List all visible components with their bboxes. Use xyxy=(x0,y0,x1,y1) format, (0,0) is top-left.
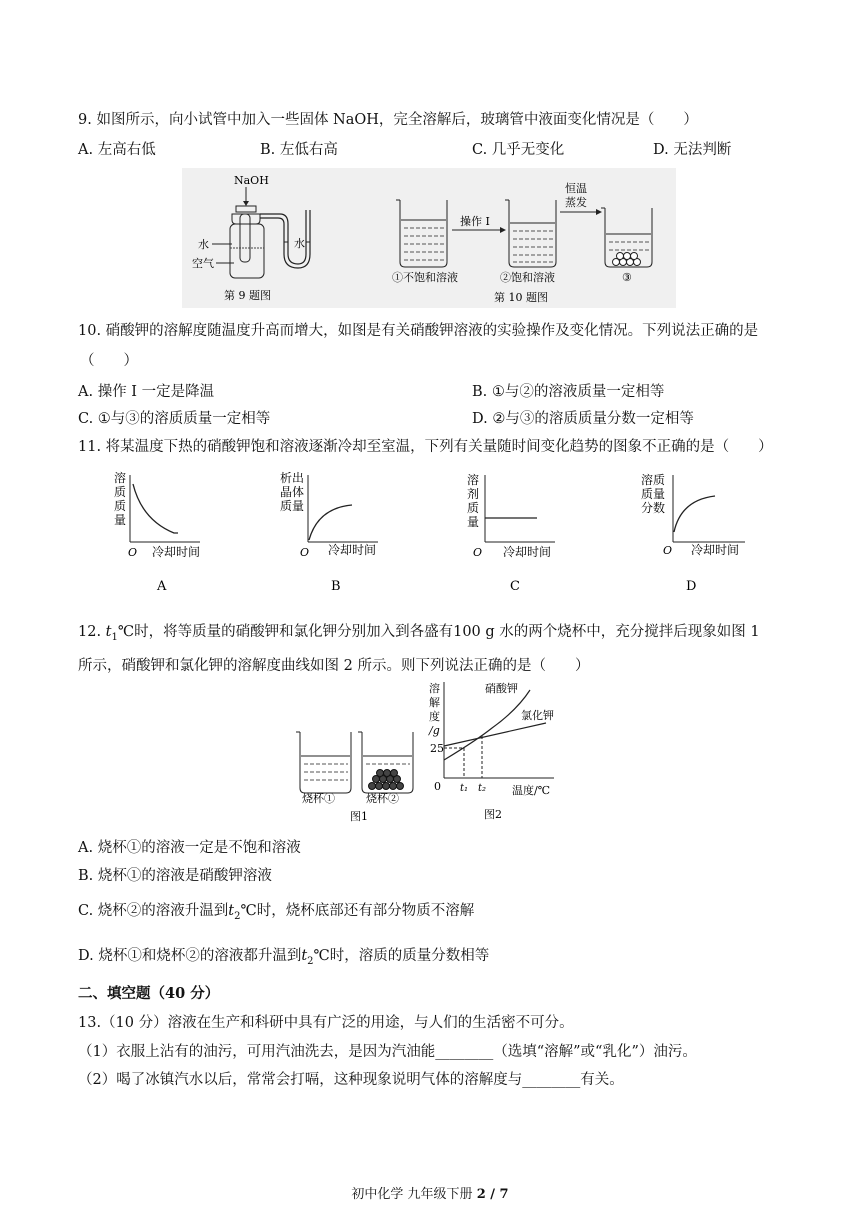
fig12-ylabel-3: 度 xyxy=(429,710,440,723)
graph-c-ylabel-3: 质 xyxy=(467,501,480,515)
q9-option-d: D. 无法判断 xyxy=(653,142,732,158)
graph-b-ylabel-2: 晶体 xyxy=(280,485,305,499)
q10-option-c: C. ①与③的溶质质量一定相等 xyxy=(78,411,271,427)
graph-b-origin: O xyxy=(300,546,310,559)
q12-option-c-t: t xyxy=(228,903,235,919)
fig10-evap-label-1: 恒温 xyxy=(565,182,587,195)
fig12-ylabel-2: 解 xyxy=(429,696,440,709)
q10-stem-line1: 10. 硝酸钾的溶解度随温度升高而增大，如图是有关硝酸钾溶液的实验操作及变化情况。下列说法正确的是 xyxy=(78,323,759,339)
fig10-evap-label-2: 蒸发 xyxy=(565,196,587,209)
fig12-kcl-label: 氯化钾 xyxy=(521,709,554,722)
q13-part2: （2）喝了冰镇汽水以后，常常会打嗝，这种现象说明气体的溶解度与________有关。 xyxy=(78,1072,624,1088)
q12-option-d-pre: D. 烧杯①和烧杯②的溶液都升温到 xyxy=(78,948,302,964)
fig10-caption: 第 10 题图 xyxy=(494,291,548,304)
graph-c-xlabel: 冷却时间 xyxy=(503,545,552,559)
q12-option-d-t: t xyxy=(301,948,308,964)
fig10-beaker2-label: ②饱和溶液 xyxy=(500,271,555,284)
q9-option-b: B. 左低右高 xyxy=(260,142,338,158)
fig12-beaker1-label: 烧杯① xyxy=(302,792,335,805)
q12-option-d xyxy=(78,944,489,967)
graph-c-ylabel-1: 溶 xyxy=(467,473,480,487)
fig12-fig1-caption: 图1 xyxy=(350,810,368,823)
q13-stem: 13.（10 分）溶液在生产和科研中具有广泛的用途，与人们的生活密不可分。 xyxy=(78,1015,574,1031)
q13-part1: （1）衣服上沾有的油污，可用汽油洗去，是因为汽油能________（选填“溶解”或“乳化”）油污。 xyxy=(78,1044,697,1060)
figure-9-10-drawing xyxy=(182,168,676,308)
fig9-caption: 第 9 题图 xyxy=(224,289,271,302)
graph-d-origin: O xyxy=(663,544,673,557)
graph-b-xlabel: 冷却时间 xyxy=(328,543,377,557)
graph-b-curve xyxy=(309,505,352,540)
fig9-air-label: 空气 xyxy=(192,257,214,270)
graph-a-ylabel-3: 质 xyxy=(114,499,127,513)
graph-d-xlabel: 冷却时间 xyxy=(691,543,740,557)
graph-d-ylabel-3: 分数 xyxy=(641,501,666,515)
q12-option-d-post: ℃时，溶质的质量分数相等 xyxy=(313,948,490,964)
graph-b-ylabel-1: 析出 xyxy=(280,471,305,485)
q12-option-d-sub: 2 xyxy=(307,955,314,967)
q12-number: 12. xyxy=(78,624,106,640)
fig12-beaker2-label: 烧杯② xyxy=(366,792,399,805)
fig12-y25-tick: 25 xyxy=(430,742,444,755)
q10-option-b: B. ①与②的溶液质量一定相等 xyxy=(472,384,665,400)
q10-stem-line2: （ ） xyxy=(80,353,138,369)
page-footer xyxy=(0,1183,860,1202)
page-number: 2 / 7 xyxy=(476,1187,509,1202)
q12-option-a: A. 烧杯①的溶液一定是不饱和溶液 xyxy=(78,840,301,856)
graph-a-xlabel: 冷却时间 xyxy=(152,545,201,559)
graph-a-curve xyxy=(133,484,178,533)
graph-a-origin: O xyxy=(128,546,138,559)
fig9-water-u-label: 水 xyxy=(294,237,305,250)
q11-stem: 11. 将某温度下热的硝酸钾饱和溶液逐渐冷却至室温，下列有关量随时间变化趋势的图象不正确的是（ ） xyxy=(78,439,773,455)
graph-d-ylabel-2: 质量 xyxy=(641,487,666,501)
q12-t1: t xyxy=(105,624,112,640)
q9-stem: 9. 如图所示，向小试管中加入一些固体 NaOH，完全溶解后，玻璃管中液面变化情况是（ ） xyxy=(78,112,698,128)
graph-d-curve xyxy=(674,496,715,532)
graph-c-origin: O xyxy=(473,546,483,559)
q10-option-a: A. 操作 I 一定是降温 xyxy=(78,384,215,400)
fig12-t1-tick: t₁ xyxy=(460,783,469,794)
q12-option-c-sub: 2 xyxy=(234,910,241,922)
fig12-fig2-caption: 图2 xyxy=(484,808,502,821)
graph-c-ylabel-4: 量 xyxy=(467,515,480,529)
graph-d-letter: D xyxy=(686,579,697,594)
fig9-naoh-label: NaOH xyxy=(234,174,269,187)
q9-option-c: C. 几乎无变化 xyxy=(472,142,565,158)
fig9-water-label: 水 xyxy=(198,238,209,251)
q12-option-c xyxy=(78,899,474,922)
fig10-beaker3-label: ③ xyxy=(622,271,632,284)
graph-a-letter: A xyxy=(157,579,167,594)
graph-a-ylabel-2: 质 xyxy=(114,485,127,499)
graph-b-ylabel-3: 质量 xyxy=(280,499,305,513)
fig12-ylabel-1: 溶 xyxy=(429,682,440,695)
q12-stem-line1 xyxy=(78,620,760,643)
q10-option-d: D. ②与③的溶质质量分数一定相等 xyxy=(472,411,694,427)
q11-graph-a xyxy=(100,470,210,604)
figure-9-10 xyxy=(182,168,676,312)
fig12-kno3-curve xyxy=(444,690,530,760)
q12-t1-sub: 1 xyxy=(111,631,118,643)
fig12-ylabel-4: /g xyxy=(429,724,440,737)
fig12-t2-tick: t₂ xyxy=(478,783,487,794)
footer-text: 初中化学 九年级下册 xyxy=(351,1187,477,1202)
q12-stem-line2: 所示，硝酸钾和氯化钾的溶解度曲线如图 2 所示。则下列说法正确的是（ ） xyxy=(78,658,590,674)
fig10-beaker1-label: ①不饱和溶液 xyxy=(392,271,458,284)
fig12-xlabel: 温度/℃ xyxy=(512,784,551,797)
graph-d-ylabel-1: 溶质 xyxy=(641,473,666,487)
q12-option-c-post: ℃时，烧杯底部还有部分物质不溶解 xyxy=(240,903,475,919)
graph-c-letter: C xyxy=(510,579,520,594)
q12-stem-rest: ℃时，将等质量的硝酸钾和氯化钾分别加入到各盛有100 g 水的两个烧杯中，充分搅拌后现象如图 1 xyxy=(117,624,760,640)
figure-12 xyxy=(292,680,582,830)
graph-a-ylabel-4: 量 xyxy=(114,513,127,527)
graph-c-ylabel-2: 剂 xyxy=(467,487,480,501)
q11-graph-d xyxy=(635,470,765,604)
fig10-operation-label: 操作 I xyxy=(460,215,490,228)
q11-graph-b xyxy=(278,470,398,604)
section-2-heading: 二、填空题（40 分） xyxy=(78,985,220,1002)
q9-option-a: A. 左高右低 xyxy=(78,142,156,158)
q12-option-c-pre: C. 烧杯②的溶液升温到 xyxy=(78,903,229,919)
graph-b-letter: B xyxy=(331,579,341,594)
q12-option-b: B. 烧杯①的溶液是硝酸钾溶液 xyxy=(78,868,272,884)
graph-a-ylabel-1: 溶 xyxy=(114,471,127,485)
fig12-kno3-label: 硝酸钾 xyxy=(485,682,518,695)
fig12-origin: 0 xyxy=(434,780,441,793)
q11-graph-c xyxy=(455,470,575,604)
